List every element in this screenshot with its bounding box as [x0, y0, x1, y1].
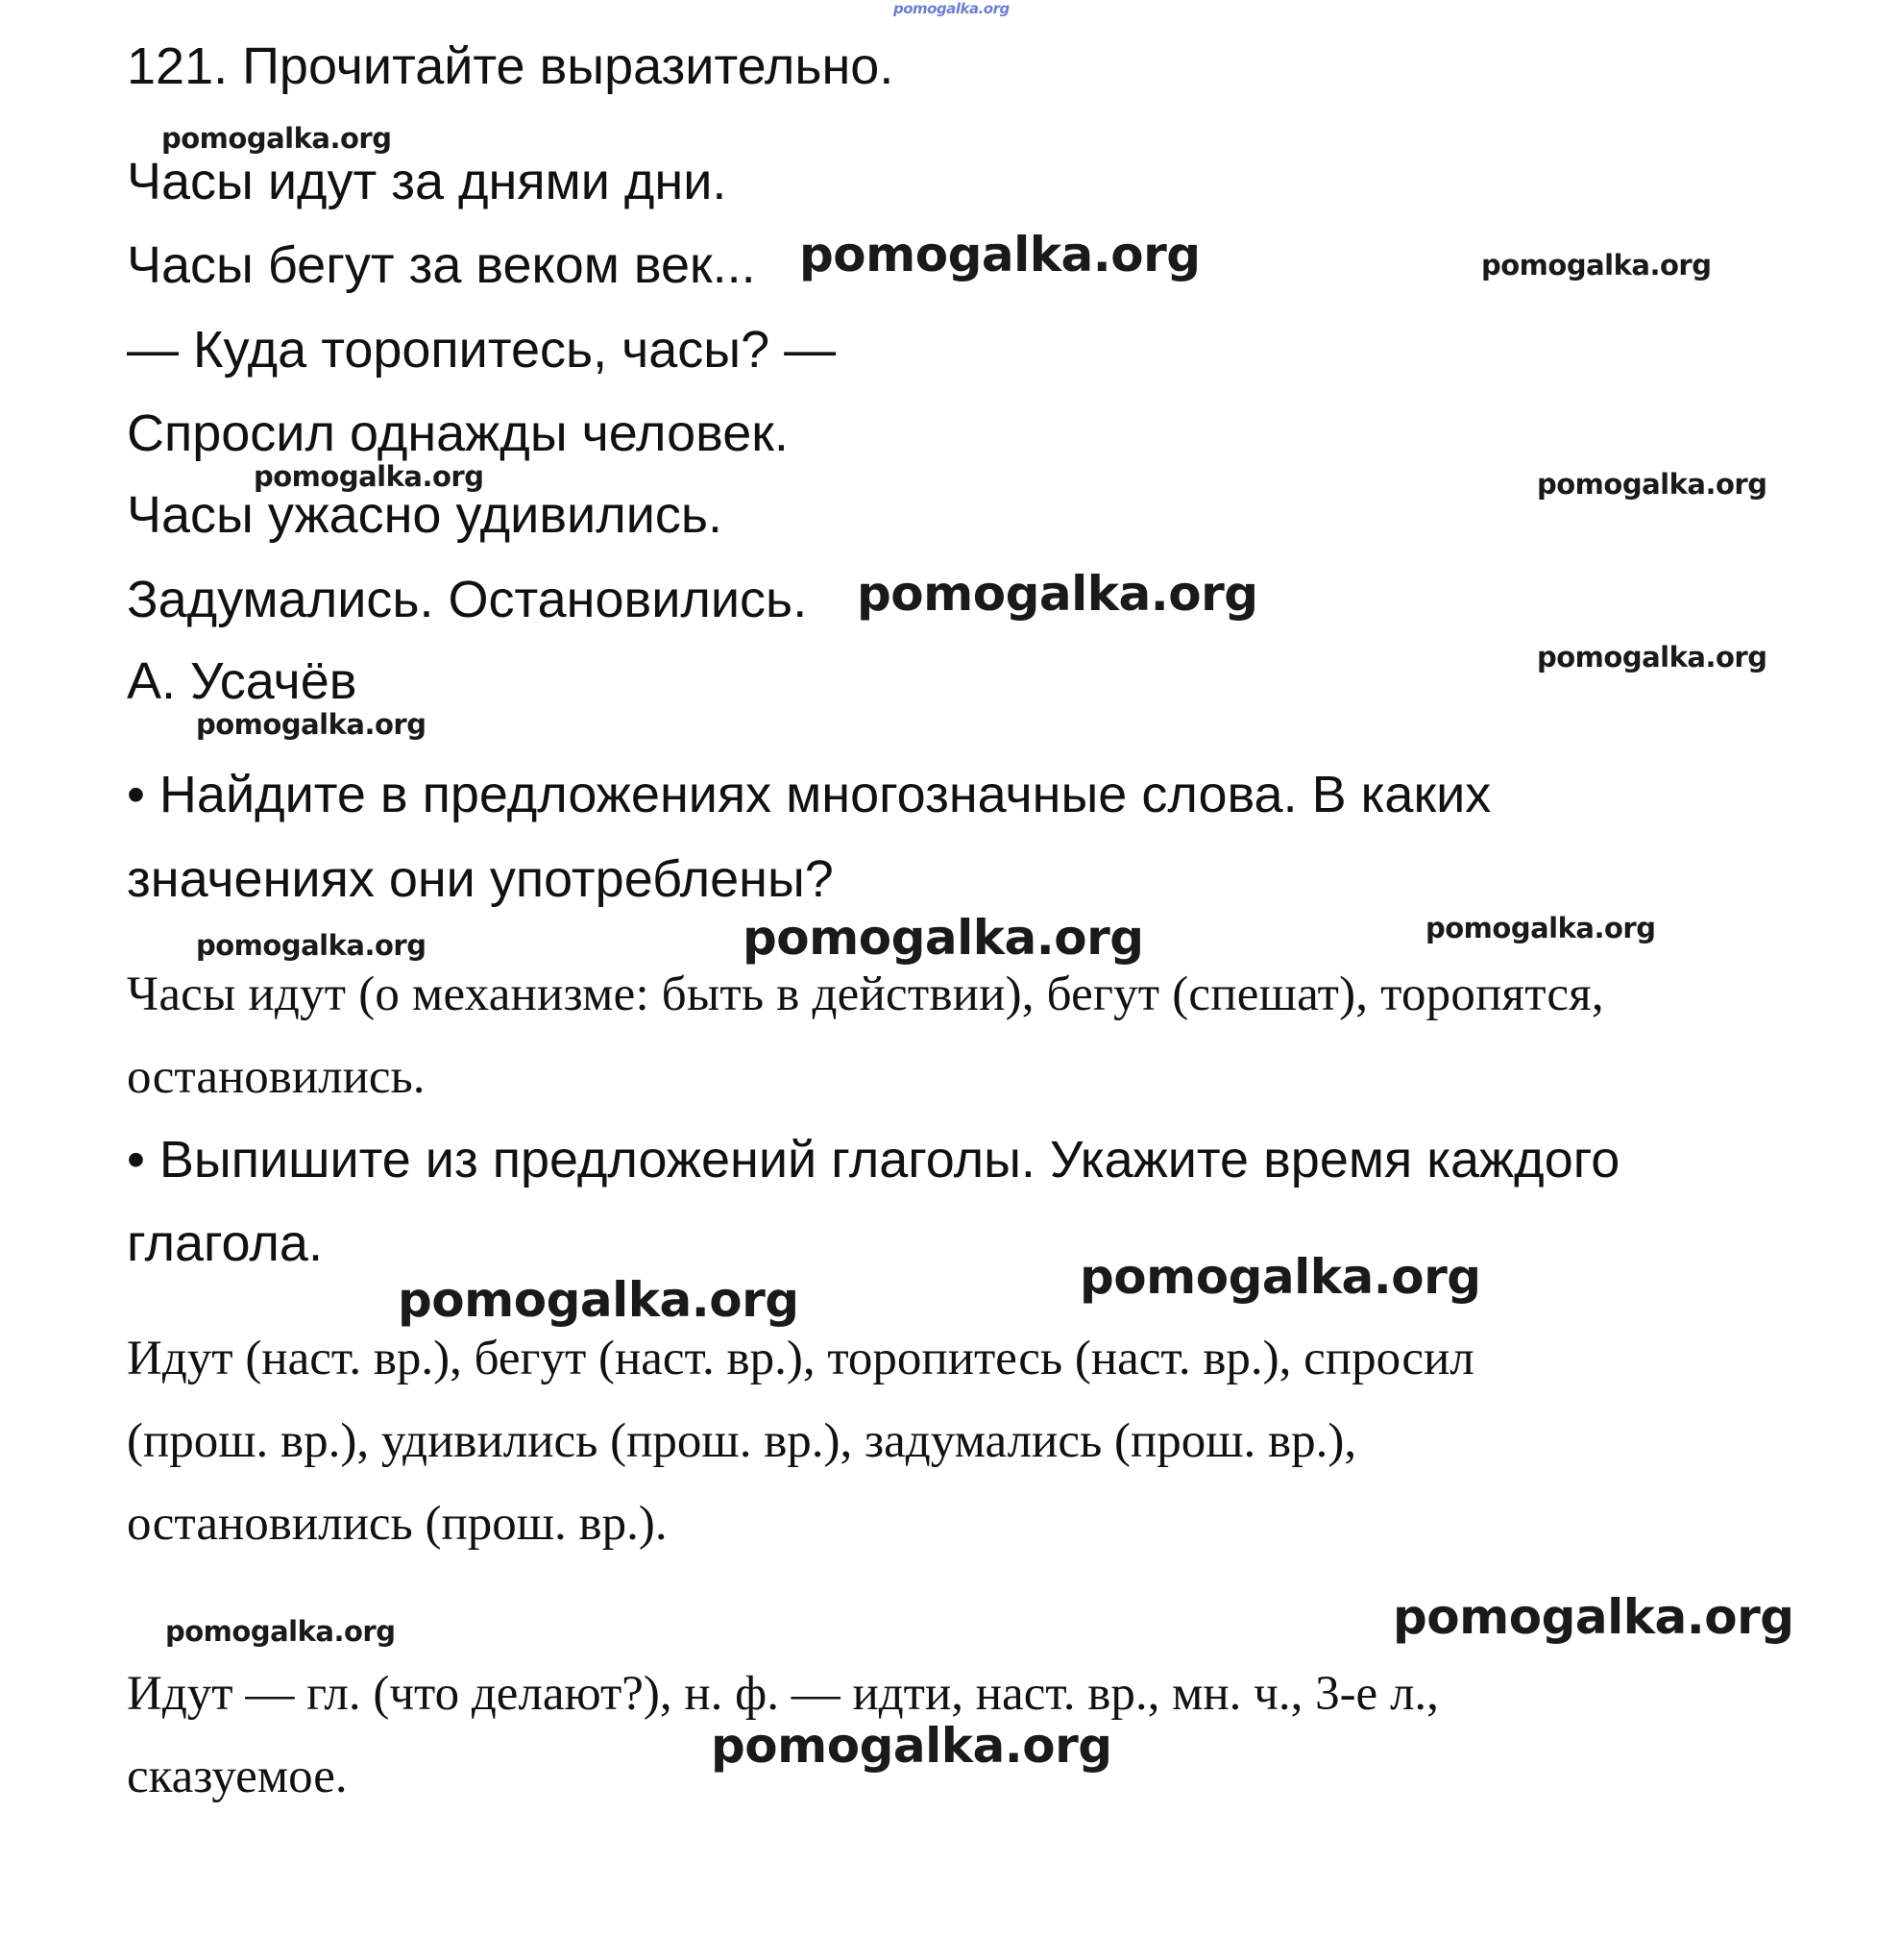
watermark: pomogalka.org: [398, 1272, 799, 1328]
watermark: pomogalka.org: [711, 1718, 1112, 1774]
watermark: pomogalka.org: [161, 122, 392, 155]
exercise-title: 121. Прочитайте выразительно.: [127, 37, 894, 95]
poem-author: А. Усачёв: [127, 652, 357, 710]
watermark: pomogalka.org: [799, 227, 1201, 282]
watermark: pomogalka.org: [254, 460, 484, 493]
task-2-line: глагола.: [127, 1214, 323, 1272]
watermark: pomogalka.org: [1537, 641, 1767, 674]
answer-1-line: Часы идут (о механизме: быть в действии), бегут (спешат), торопятся,: [127, 968, 1604, 1021]
watermark: pomogalka.org: [196, 929, 426, 962]
watermark: pomogalka.org: [196, 708, 426, 741]
watermark: pomogalka.org: [165, 1615, 396, 1648]
watermark: pomogalka.org: [1537, 468, 1767, 501]
poem-line: Спросил однажды человек.: [127, 404, 789, 462]
answer-2-line: остановились (прош. вр.).: [127, 1497, 668, 1551]
watermark: pomogalka.org: [1393, 1589, 1794, 1645]
task-2-line: • Выпишите из предложений глаголы. Укажите время каждого: [127, 1131, 1620, 1188]
poem-line: — Куда торопитесь, часы? —: [127, 321, 837, 379]
poem-line: Часы идут за днями дни.: [127, 153, 727, 210]
poem-line: Часы ужасно удивились.: [127, 486, 722, 544]
answer-1-line: остановились.: [127, 1050, 426, 1104]
answer-2-line: Идут (наст. вр.), бегут (наст. вр.), торопитесь (наст. вр.), спросил: [127, 1332, 1474, 1385]
watermark: pomogalka.org: [1481, 249, 1712, 282]
watermark: pomogalka.org: [857, 566, 1258, 622]
task-1-line: • Найдите в предложениях многозначные слова. В каких: [127, 766, 1492, 823]
answer-3-line: Идут — гл. (что делают?), н. ф. — идти, наст. вр., мн. ч., 3-е л.,: [127, 1667, 1439, 1721]
answer-2-line: (прош. вр.), удивились (прош. вр.), задумались (прош. вр.),: [127, 1414, 1357, 1468]
poem-line: Часы бегут за веком век...: [127, 236, 756, 294]
task-1-line: значениях они употреблены?: [127, 850, 834, 908]
watermark-top: pomogalka.org: [893, 0, 1010, 17]
poem-line: Задумались. Остановились.: [127, 571, 808, 628]
watermark: pomogalka.org: [1080, 1249, 1481, 1305]
answer-3-line: сказуемое.: [127, 1750, 348, 1803]
watermark: pomogalka.org: [1425, 912, 1656, 944]
watermark: pomogalka.org: [743, 910, 1144, 966]
